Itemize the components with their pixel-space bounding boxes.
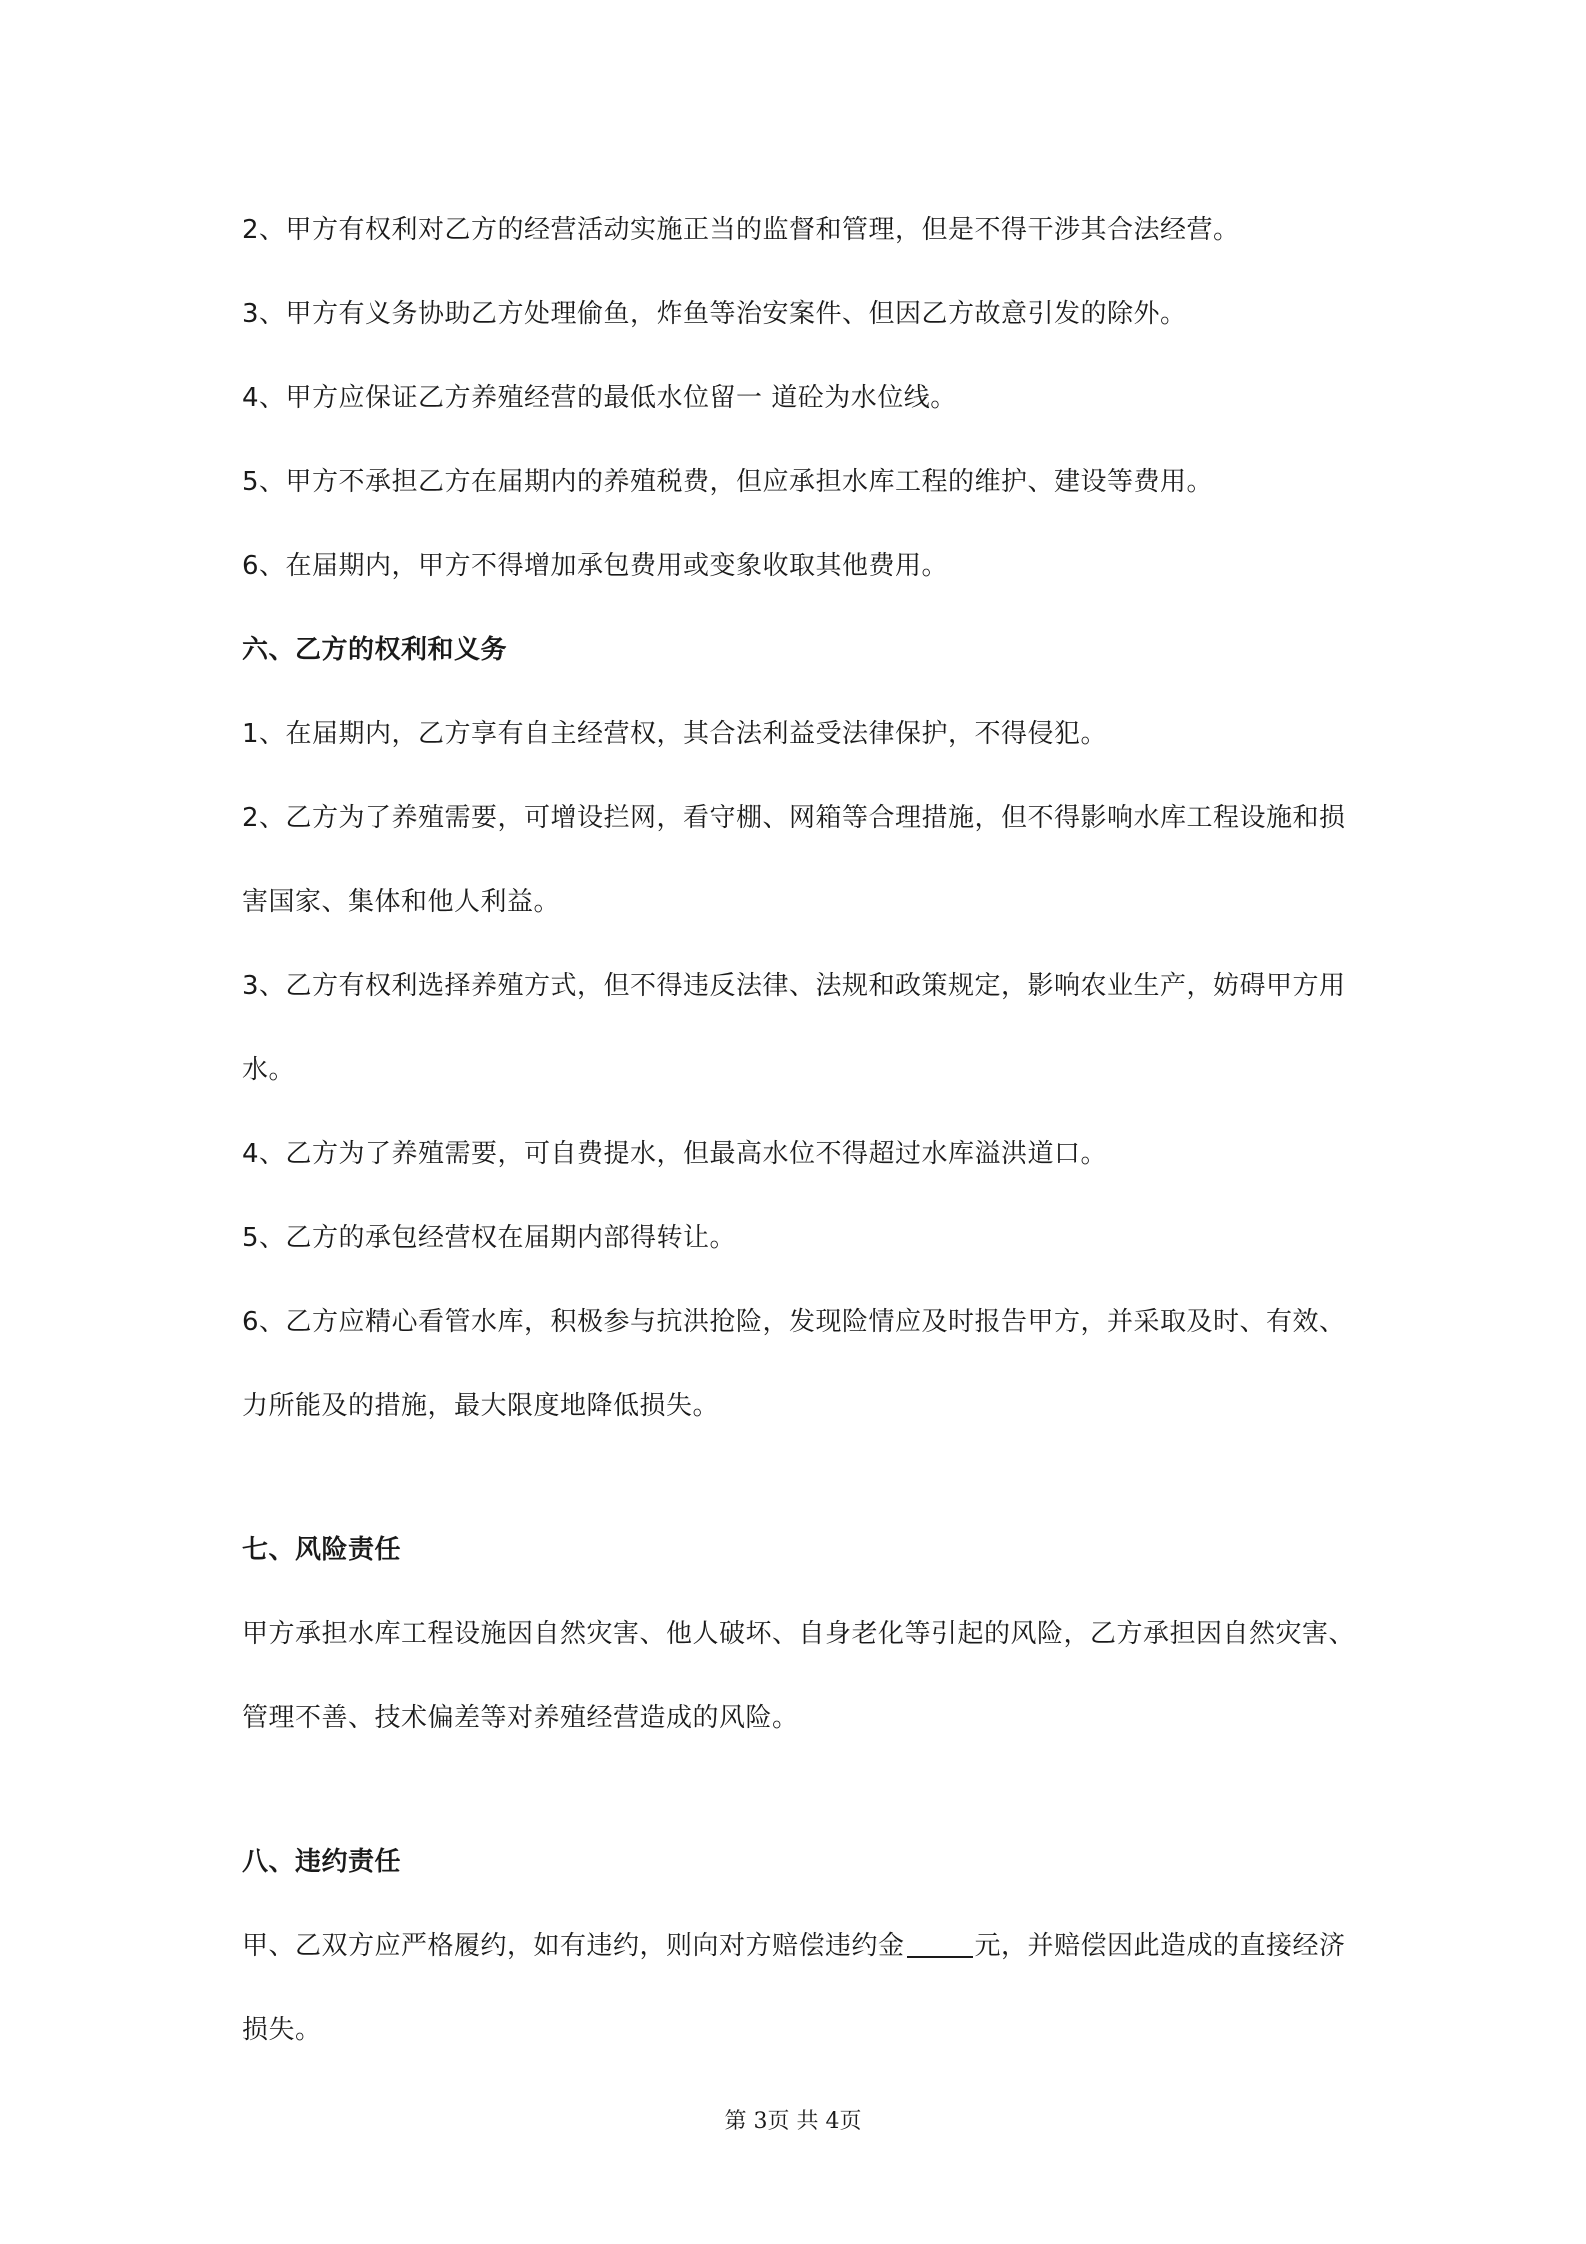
breach-text-before-blank: 甲、乙双方应严格履约，如有违约，则向对方赔偿违约金	[242, 1931, 905, 1961]
paragraph-yifang-flood-line2: 力所能及的措施，最大限度地降低损失。	[242, 1391, 720, 1421]
paragraph-yifang-flood-line1: 6、乙方应精心看管水库，积极参与抗洪抢险，发现险情应及时报告甲方，并采取及时、有效、	[242, 1307, 1346, 1337]
page-number-footer: 第 3页 共 4页	[724, 2109, 862, 2134]
paragraph-yifang-autonomy: 1、在届期内，乙方享有自主经营权，其合法利益受法律保护，不得侵犯。	[242, 719, 1108, 749]
penalty-amount-blank	[907, 1930, 973, 1958]
paragraph-yifang-method-line1: 3、乙方有权利选择养殖方式，但不得违反法律、法规和政策规定，影响农业生产，妨碍甲方用	[242, 971, 1346, 1001]
section-heading-breach: 八、违约责任	[242, 1847, 402, 1877]
paragraph-jiafang-fees: 5、甲方不承担乙方在届期内的养殖税费，但应承担水库工程的维护、建设等费用。	[242, 467, 1214, 497]
paragraph-yifang-method-line2: 水。	[242, 1055, 296, 1085]
paragraph-breach-line2: 损失。	[242, 2015, 322, 2045]
paragraph-yifang-transfer: 5、乙方的承包经营权在届期内部得转让。	[242, 1223, 737, 1253]
paragraph-yifang-facilities-line2: 害国家、集体和他人利益。	[242, 887, 561, 917]
breach-text-after-blank: 元，并赔偿因此造成的直接经济	[974, 1931, 1346, 1961]
paragraph-risk-line1: 甲方承担水库工程设施因自然灾害、他人破坏、自身老化等引起的风险，乙方承担因自然灾害、	[242, 1619, 1356, 1649]
paragraph-jiafang-security: 3、甲方有义务协助乙方处理偷鱼，炸鱼等治安案件、但因乙方故意引发的除外。	[242, 299, 1187, 329]
paragraph-yifang-water-pumping: 4、乙方为了养殖需要，可自费提水，但最高水位不得超过水库溢洪道口。	[242, 1139, 1108, 1169]
paragraph-jiafang-no-extra-fees: 6、在届期内，甲方不得增加承包费用或变象收取其他费用。	[242, 551, 949, 581]
paragraph-jiafang-supervision: 2、甲方有权利对乙方的经营活动实施正当的监督和管理，但是不得干涉其合法经营。	[242, 215, 1240, 245]
paragraph-risk-line2: 管理不善、技术偏差等对养殖经营造成的风险。	[242, 1703, 799, 1733]
paragraph-jiafang-water-level: 4、甲方应保证乙方养殖经营的最低水位留一 道砼为水位线。	[242, 383, 957, 413]
section-heading-risk: 七、风险责任	[242, 1535, 402, 1565]
section-heading-yifang-rights: 六、乙方的权利和义务	[242, 635, 508, 665]
paragraph-yifang-facilities-line1: 2、乙方为了养殖需要，可增设拦网，看守棚、网箱等合理措施，但不得影响水库工程设施和损	[242, 803, 1346, 833]
paragraph-breach-line1	[242, 1928, 1362, 1964]
